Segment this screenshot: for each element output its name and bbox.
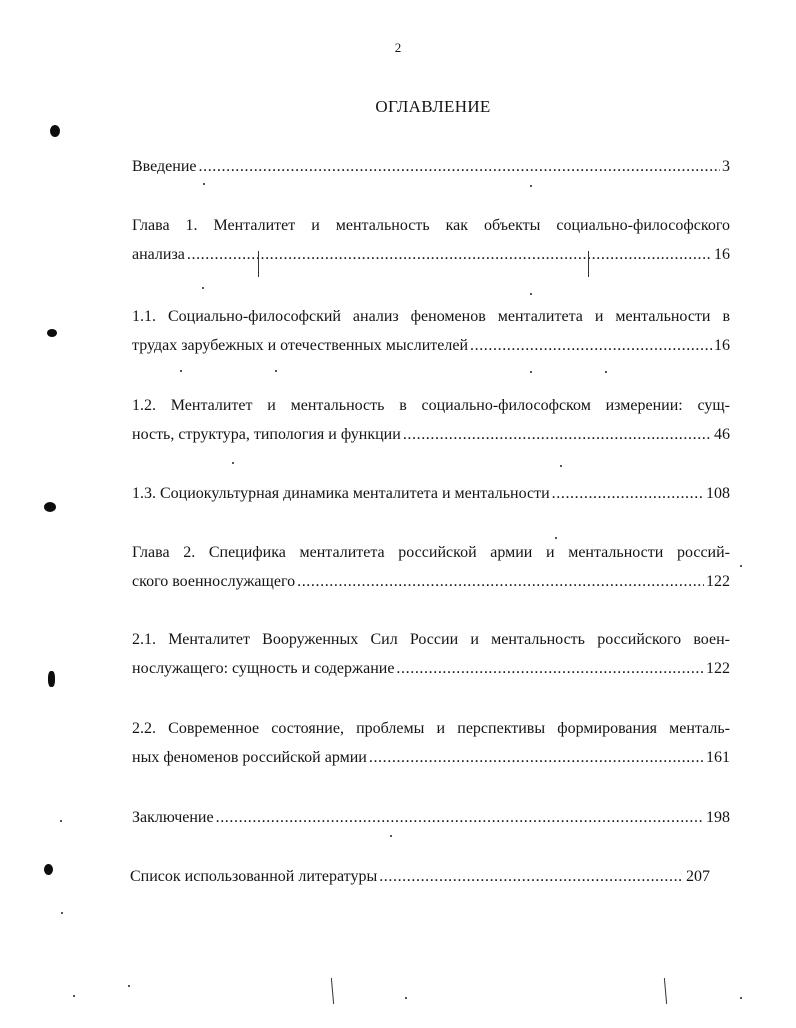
toc-entry-page: 122 <box>706 573 730 590</box>
toc-entry-page: 3 <box>722 158 730 175</box>
scan-speck <box>60 820 62 822</box>
toc-entry-label: анализа <box>132 246 185 263</box>
page-title: ОГЛАВЛЕНИЕ <box>375 97 491 116</box>
scan-hole-mark <box>48 671 55 687</box>
dot-leader <box>552 479 704 508</box>
toc-entry-chapter-2 <box>132 538 730 596</box>
scan-hole-mark <box>44 502 56 512</box>
scan-speck <box>202 287 204 289</box>
scan-speck <box>73 995 75 997</box>
toc-entry-page: 161 <box>706 749 730 766</box>
scan-speck <box>740 997 742 999</box>
toc-entry-bibliography <box>130 862 710 891</box>
toc-entry-last-line <box>132 479 730 508</box>
toc-entry-line: Глава 2. Специфика менталитета российской армии и ментальности россий- <box>132 544 730 561</box>
scan-speck <box>203 183 205 185</box>
toc-entry-label: Список использованной литературы <box>130 868 378 885</box>
scan-speck <box>530 371 532 373</box>
scan-line-mark <box>258 251 259 277</box>
dot-leader <box>199 152 721 181</box>
toc-entry-line: 2.1. Менталитет Вооруженных Сил России и ментальность российского воен- <box>132 631 730 648</box>
toc-entry-page: 122 <box>706 660 730 677</box>
toc-entry-section-1-2 <box>132 391 730 449</box>
toc-entry-label: нослужащего: сущность и содержание <box>132 660 395 677</box>
toc-entry-last-line <box>130 862 710 891</box>
toc-entry-label: ность, структура, типология и функции <box>132 426 401 443</box>
toc-entry-last-line <box>132 240 730 269</box>
toc-entry-page: 207 <box>686 868 710 885</box>
toc-entry-label: 1.3. Социокультурная динамика менталитета и ментальности <box>132 485 550 502</box>
toc-entry-page: 16 <box>714 246 730 263</box>
scan-line-mark <box>664 978 667 1004</box>
page-number: 2 <box>394 40 402 55</box>
scan-hole-mark <box>47 329 57 337</box>
toc-entry-chapter-1 <box>132 211 730 269</box>
scan-line-mark <box>331 978 334 1004</box>
dot-leader <box>379 862 684 891</box>
toc-entry-section-1-1 <box>132 302 730 360</box>
dot-leader <box>187 240 712 269</box>
scan-speck <box>232 462 234 464</box>
dot-leader <box>470 331 712 360</box>
scan-speck <box>275 370 277 372</box>
scan-speck <box>740 565 742 567</box>
scan-hole-mark <box>50 125 60 137</box>
scan-speck <box>405 997 407 999</box>
scan-speck <box>180 370 182 372</box>
toc-entry-page: 16 <box>714 337 730 354</box>
toc-entry-last-line <box>132 152 730 181</box>
toc-entry-last-line <box>132 743 730 772</box>
scan-speck <box>390 835 392 837</box>
toc-entry-line: 1.2. Менталитет и ментальность в социально-философском измерении: сущ- <box>132 397 730 414</box>
dot-leader <box>403 420 712 449</box>
toc-entry-line: Глава 1. Менталитет и ментальность как объекты социально-философского <box>132 217 730 234</box>
dot-leader <box>396 654 704 683</box>
toc-entry-conclusion <box>132 803 730 832</box>
toc-entry-page: 108 <box>706 485 730 502</box>
toc-entry-label: ных феноменов российской армии <box>132 749 367 766</box>
toc-entry-introduction <box>132 152 730 181</box>
toc-entry-last-line <box>132 420 730 449</box>
scan-speck <box>555 537 557 539</box>
toc-entry-label: Заключение <box>132 809 214 826</box>
toc-entry-last-line <box>132 331 730 360</box>
scan-speck <box>530 185 532 187</box>
dot-leader <box>297 567 704 596</box>
scan-speck <box>61 912 63 914</box>
dot-leader <box>369 743 704 772</box>
scan-speck <box>530 293 532 295</box>
toc-entry-section-2-1 <box>132 625 730 683</box>
scan-speck <box>560 465 562 467</box>
scan-line-mark <box>588 251 589 277</box>
scan-speck <box>605 371 607 373</box>
toc-entry-page: 46 <box>714 426 730 443</box>
toc-entry-page: 198 <box>706 809 730 826</box>
scan-hole-mark <box>44 864 53 875</box>
toc-entry-label: Введение <box>132 158 197 175</box>
dot-leader <box>216 803 704 832</box>
toc-entry-label: трудах зарубежных и отечественных мыслителей <box>132 337 468 354</box>
toc-entry-last-line <box>132 567 730 596</box>
toc-entry-section-1-3 <box>132 479 730 508</box>
toc-entry-label: ского военнослужащего <box>132 573 296 590</box>
scan-speck <box>128 985 130 987</box>
toc-entry-line: 1.1. Социально-философский анализ феноменов менталитета и ментальности в <box>132 308 730 325</box>
toc-entry-last-line <box>132 803 730 832</box>
toc-entry-line: 2.2. Современное состояние, проблемы и перспективы формирования менталь- <box>132 720 730 737</box>
toc-entry-last-line <box>132 654 730 683</box>
toc-entry-section-2-2 <box>132 714 730 772</box>
